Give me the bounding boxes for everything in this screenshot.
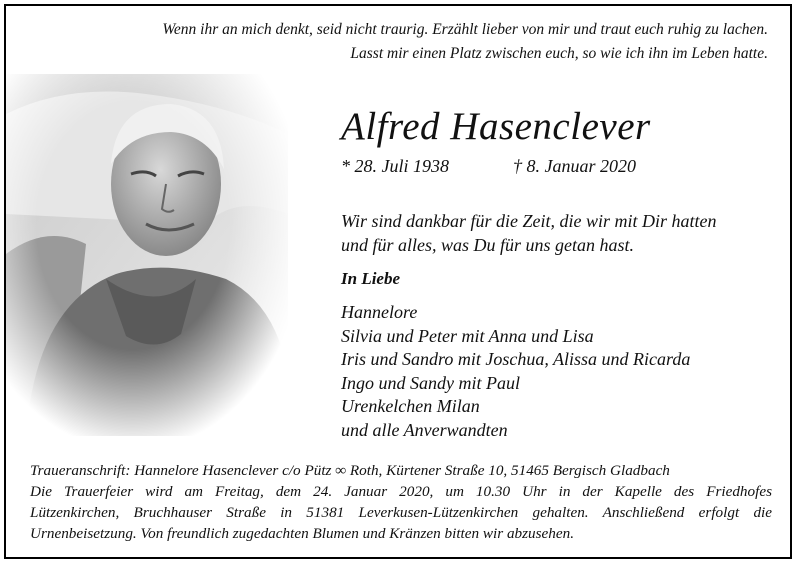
mourner-item: Urenkelchen Milan [341,396,480,416]
in-liebe-heading: In Liebe [341,269,401,288]
birth-date: * 28. Juli 1938 [341,156,449,176]
death-date: † 8. Januar 2020 [513,156,636,176]
mourner-item: Ingo und Sandy mit Paul [341,372,520,393]
portrait-photo [6,74,288,436]
gratitude-text [341,209,781,257]
mourner-item: Iris und Sandro mit Joschua, Alissa und Ricarda [341,349,691,369]
mourner-item: und alle Anverwandten [341,419,508,440]
gratitude-line-1: Wir sind dankbar für die Zeit, die wir mit Dir hatten [341,211,717,231]
mourner-item: Silvia und Peter mit Anna und Lisa [341,325,594,346]
service-info-line-1: Die Trauerfeier wird am Freitag, dem 24. Januar 2020, um 10.30 Uhr in der Kapelle des Friedhofes [30,483,772,500]
deceased-name: Alfred Hasenclever [341,105,651,148]
quote-line-2: Lasst mir einen Platz zwischen euch, so wie ich ihn im Leben hatte. [350,45,768,62]
service-info-line-3: Urnenbeisetzung. Von freundlich zugedachten Blumen und Kränzen bitten wir abzusehen. [30,525,575,542]
memorial-quote [48,18,768,66]
mourning-address: Traueranschrift: Hannelore Hasenclever c/o Pütz ∞ Roth, Kürtener Straße 10, 51465 Bergisch Gladbach [30,462,670,479]
funeral-details [30,460,772,544]
service-info-line-2: Lützenkirchen, Bruchhauser Straße in 51381 Leverkusen-Lützenkirchen gehalten. Anschließend erfolgt die [30,504,772,521]
mourner-item: Hannelore [341,302,418,322]
obituary-card [4,4,792,559]
gratitude-line-2: und für alles, was Du für uns getan hast. [341,235,635,255]
quote-line-1: Wenn ihr an mich denkt, seid nicht traurig. Erzählt lieber von mir und traut euch ruhig zu lachen. [162,21,768,38]
mourners-list [341,301,781,442]
